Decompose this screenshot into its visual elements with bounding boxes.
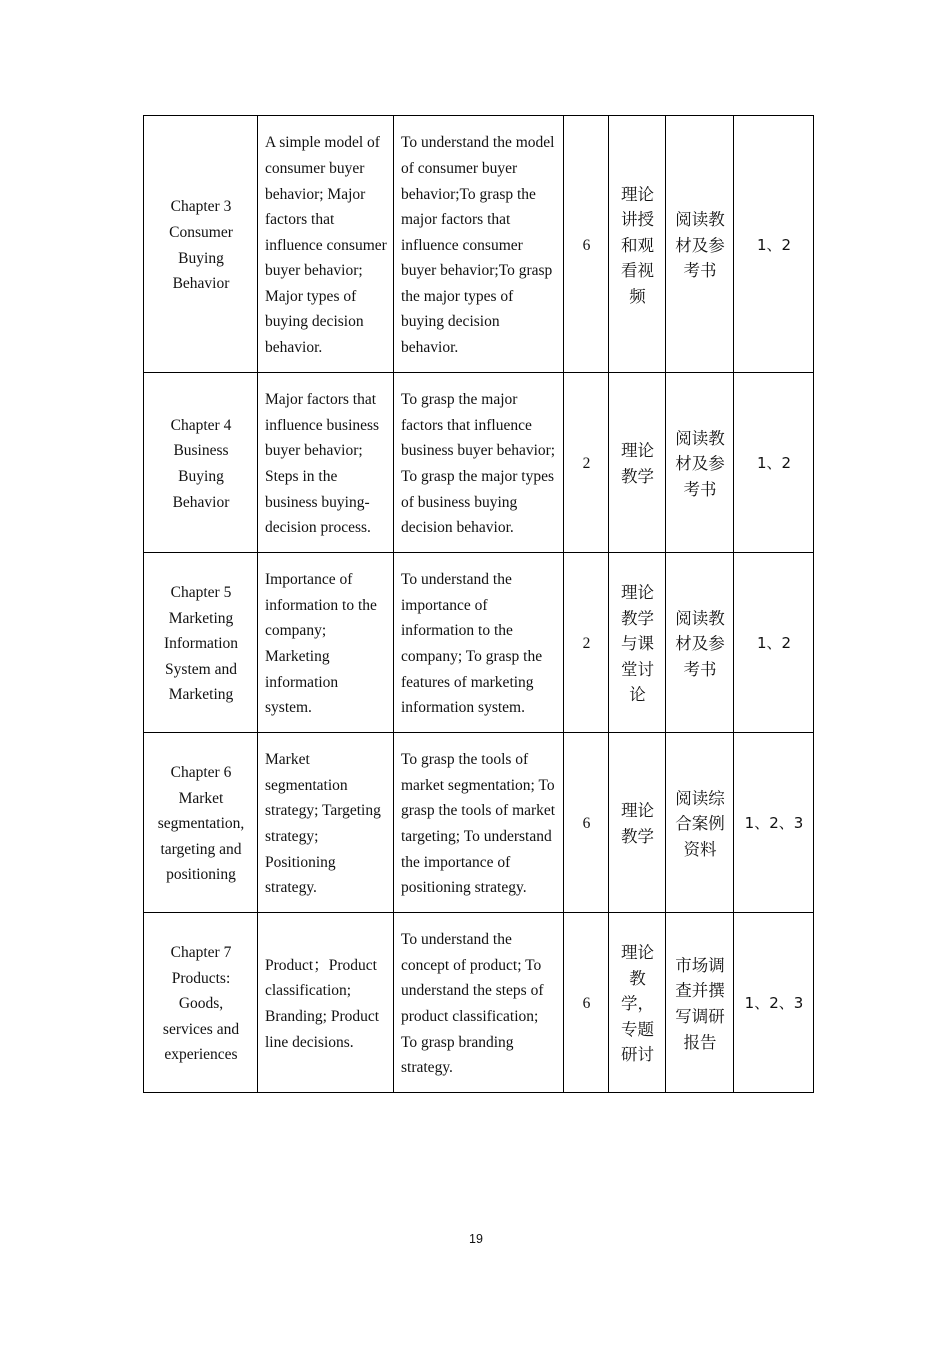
chapter-line: Marketing [168,686,234,704]
goal-cell: To understand the importance of information to the company; To grasp the features of marketing information system. [394,553,564,733]
method-cell [609,913,666,1093]
objectives-cell: 1、2 [734,553,814,733]
goal-cell: To understand the concept of product; To understand the steps of product classification; To grasp branding strategy. [394,913,564,1093]
method-cell [609,733,666,913]
chapter-cell [144,553,258,733]
chapter-line: Chapter 7 [170,944,232,962]
hours-cell: 6 [564,116,609,373]
hours-cell: 6 [564,913,609,1093]
page-number: 19 [469,1232,483,1246]
method-text: 理论教学 [621,801,654,846]
chapter-line: Consumer [169,223,233,241]
objectives-cell: 1、2、3 [734,733,814,913]
method-cell [609,553,666,733]
chapter-line: Goods, [178,995,224,1013]
assignment-text: 阅读教材及参考书 [675,210,725,281]
assignment-text: 阅读教材及参考书 [675,428,725,499]
content-cell: A simple model of consumer buyer behavior; Major factors that influence consumer buyer behavior; Major types of buying decision behavior. [258,116,394,373]
goal-cell: To grasp the tools of market segmentation; To grasp the tools of market targeting; To understand the importance of positioning strategy. [394,733,564,913]
chapter-cell [144,913,258,1093]
content-cell: Major factors that influence business buyer behavior; Steps in the business buying-decision process. [258,373,394,553]
assignment-cell [666,733,734,913]
chapter-cell [144,373,258,553]
objectives-cell: 1、2、3 [734,913,814,1093]
chapter-line: Products: [171,969,231,987]
hours-cell: 2 [564,553,609,733]
chapter-line: Chapter 6 [170,764,232,782]
assignment-cell [666,553,734,733]
method-text: 理论教学与课堂讨论 [621,583,654,705]
assignment-cell [666,116,734,373]
method-text: 理论教学 [621,441,654,486]
objectives-cell: 1、2 [734,116,814,373]
content-cell: Product；Product classification; Branding; Product line decisions. [258,913,394,1093]
table-row [144,116,814,373]
method-text: 理论教学，专题研讨 [621,943,654,1065]
table-row [144,913,814,1093]
content-cell: Importance of information to the company; Marketing information system. [258,553,394,733]
assignment-cell [666,373,734,553]
chapter-line: Information [163,635,239,653]
chapter-line: targeting and [160,840,242,858]
chapter-line: Chapter 4 [170,416,232,434]
chapter-line: experiences [164,1046,238,1064]
method-text: 理论讲授和观看视频 [621,184,654,306]
chapter-line: Business [173,442,229,460]
assignment-text: 市场调查并撰写调研报告 [675,955,725,1052]
chapter-line: segmentation, [157,815,245,833]
chapter-line: positioning [166,866,236,884]
chapter-cell [144,116,258,373]
chapter-line: Chapter 5 [170,584,232,602]
chapter-line: Buying [178,468,224,485]
hours-cell: 2 [564,373,609,553]
hours-cell: 6 [564,733,609,913]
course-schedule-table [143,115,814,1093]
chapter-line: Buying [178,249,224,267]
chapter-line: Chapter 3 [170,198,232,216]
assignment-text: 阅读综合案例资料 [675,788,725,859]
method-cell [609,373,666,553]
chapter-line: services and [162,1020,240,1038]
chapter-line: Behavior [172,275,230,293]
chapter-line: Marketing [168,609,234,627]
table-row [144,373,814,553]
goal-cell: To grasp the major factors that influence business buyer behavior; To grasp the major types of business buying decision behavior. [394,373,564,553]
content-cell: Market segmentation strategy; Targeting strategy; Positioning strategy. [258,733,394,913]
objectives-cell: 1、2 [734,373,814,553]
method-cell [609,116,666,373]
chapter-line: Market [178,789,224,807]
chapter-cell [144,733,258,913]
assignment-cell [666,913,734,1093]
goal-cell: To understand the model of consumer buyer behavior;To grasp the major factors that influence consumer buyer behavior;To grasp the major types of buying decision behavior. [394,116,564,373]
table-row [144,553,814,733]
table-row [144,733,814,913]
assignment-text: 阅读教材及参考书 [675,608,725,679]
chapter-line: System and [165,660,237,678]
chapter-line: Behavior [172,493,230,511]
